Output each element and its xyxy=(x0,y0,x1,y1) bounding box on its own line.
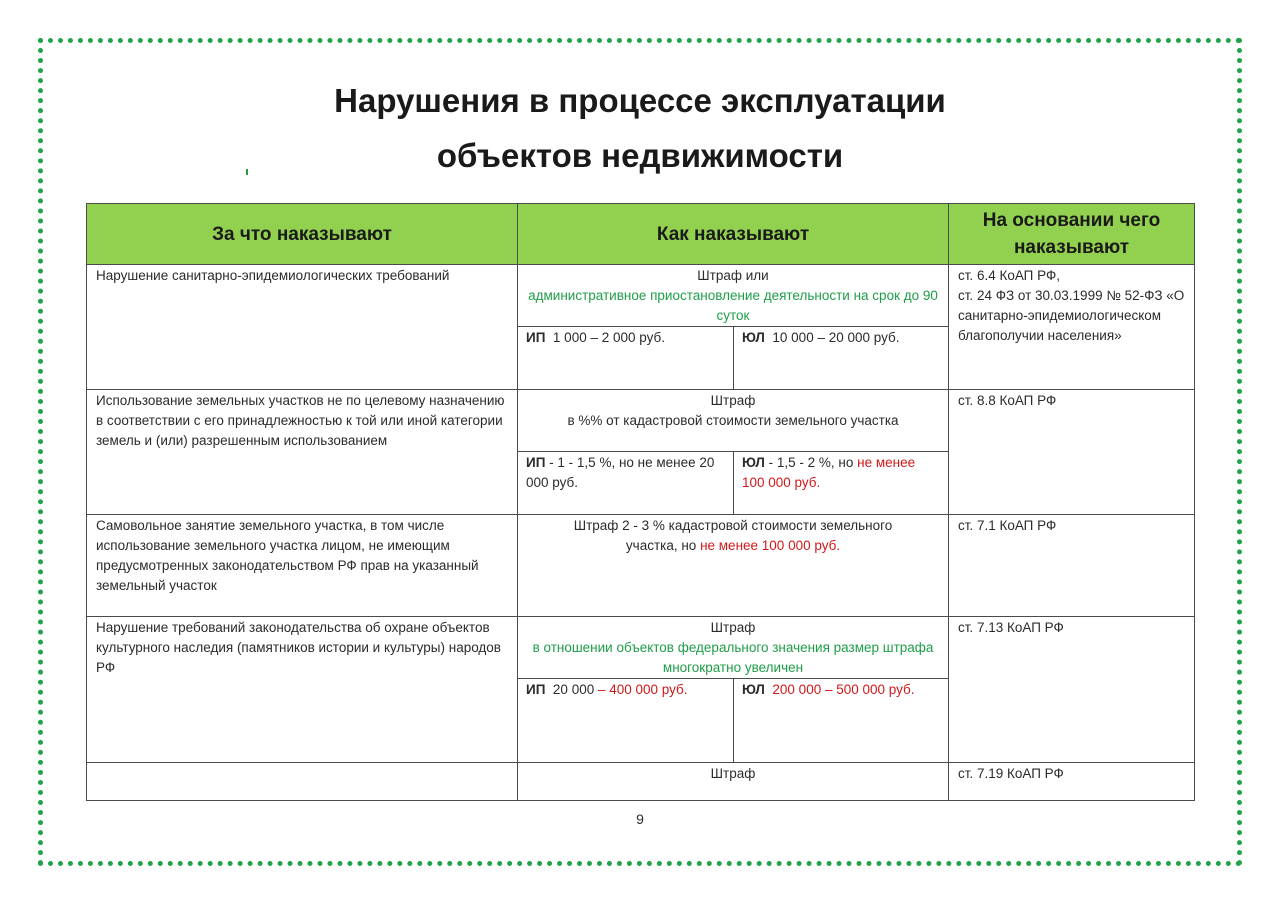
ul-amount: ЮЛ - 1,5 - 2 %, но не менее 100 000 руб. xyxy=(733,452,948,514)
penalty-note: в %% от кадастровой стоимости земельного участка xyxy=(567,413,899,428)
penalty-type: Штраф xyxy=(710,620,756,635)
penalty-note: административное приостановление деятельности на срок до 90 суток xyxy=(528,288,938,323)
header-how: Как наказывают xyxy=(518,204,949,265)
cell-what: Нарушение требований законодательства об охране объектов культурного наследия (памятников истории и культуры) народов РФ xyxy=(87,617,518,763)
cell-basis: ст. 7.1 КоАП РФ xyxy=(949,515,1195,617)
penalty-note: в отношении объектов федерального значения размер штрафа многократно увеличен xyxy=(532,640,934,675)
ip-amount: ИП 1 000 – 2 000 руб. xyxy=(526,330,665,345)
violations-table xyxy=(86,203,1195,801)
cell-what: Использование земельных участков не по целевому назначению в соответствии с его принадлежностью к той или иной категории земель и (или) разрешенным использованием xyxy=(87,390,518,515)
table-row xyxy=(87,390,1195,515)
cell-how xyxy=(518,617,949,763)
stray-mark xyxy=(246,169,248,175)
cell-what xyxy=(87,763,518,801)
ip-amount: ИП - 1 - 1,5 %, но не менее 20 000 руб. xyxy=(526,455,715,490)
cell-what: Нарушение санитарно-эпидемиологических требований xyxy=(87,265,518,390)
header-what: За что наказывают xyxy=(87,204,518,265)
table-row xyxy=(87,617,1195,763)
ul-amount: ЮЛ 10 000 – 20 000 руб. xyxy=(733,327,948,389)
cell-how xyxy=(518,763,949,801)
cell-basis: ст. 6.4 КоАП РФ, ст. 24 ФЗ от 30.03.1999 № 52-ФЗ «О санитарно-эпидемиологическом благополучии населения» xyxy=(949,265,1195,390)
penalty-text: Штраф 2 - 3 % кадастровой стоимости земельного участка, но не менее 100 000 руб. xyxy=(573,518,893,553)
title-line-2: объектов недвижимости xyxy=(436,137,844,174)
ul-amount: ЮЛ 200 000 – 500 000 руб. xyxy=(733,679,948,762)
page-number: 9 xyxy=(636,811,644,827)
penalty-split xyxy=(518,678,948,762)
header-basis: На основании чего наказывают xyxy=(949,204,1195,265)
cell-how xyxy=(518,265,949,390)
table-row xyxy=(87,763,1195,801)
table-header-row xyxy=(87,204,1195,265)
penalty-type: Штраф xyxy=(710,766,756,781)
cell-basis: ст. 7.19 КоАП РФ xyxy=(949,763,1195,801)
penalty-split xyxy=(518,451,948,514)
cell-how xyxy=(518,390,949,515)
penalty-type: Штраф xyxy=(710,393,756,408)
penalty-type: Штраф или xyxy=(697,268,769,283)
cell-how xyxy=(518,515,949,617)
penalty-split xyxy=(518,326,948,389)
title-line-1: Нарушения в процессе эксплуатации xyxy=(334,82,946,119)
cell-basis: ст. 7.13 КоАП РФ xyxy=(949,617,1195,763)
cell-what: Самовольное занятие земельного участка, в том числе использование земельного участка лицом, не имеющим предусмотренных законодательством РФ прав на указанный земельный участок xyxy=(87,515,518,617)
table-row xyxy=(87,265,1195,390)
ip-amount: ИП 20 000 – 400 000 руб. xyxy=(526,682,688,697)
cell-basis: ст. 8.8 КоАП РФ xyxy=(949,390,1195,515)
table-row xyxy=(87,515,1195,617)
